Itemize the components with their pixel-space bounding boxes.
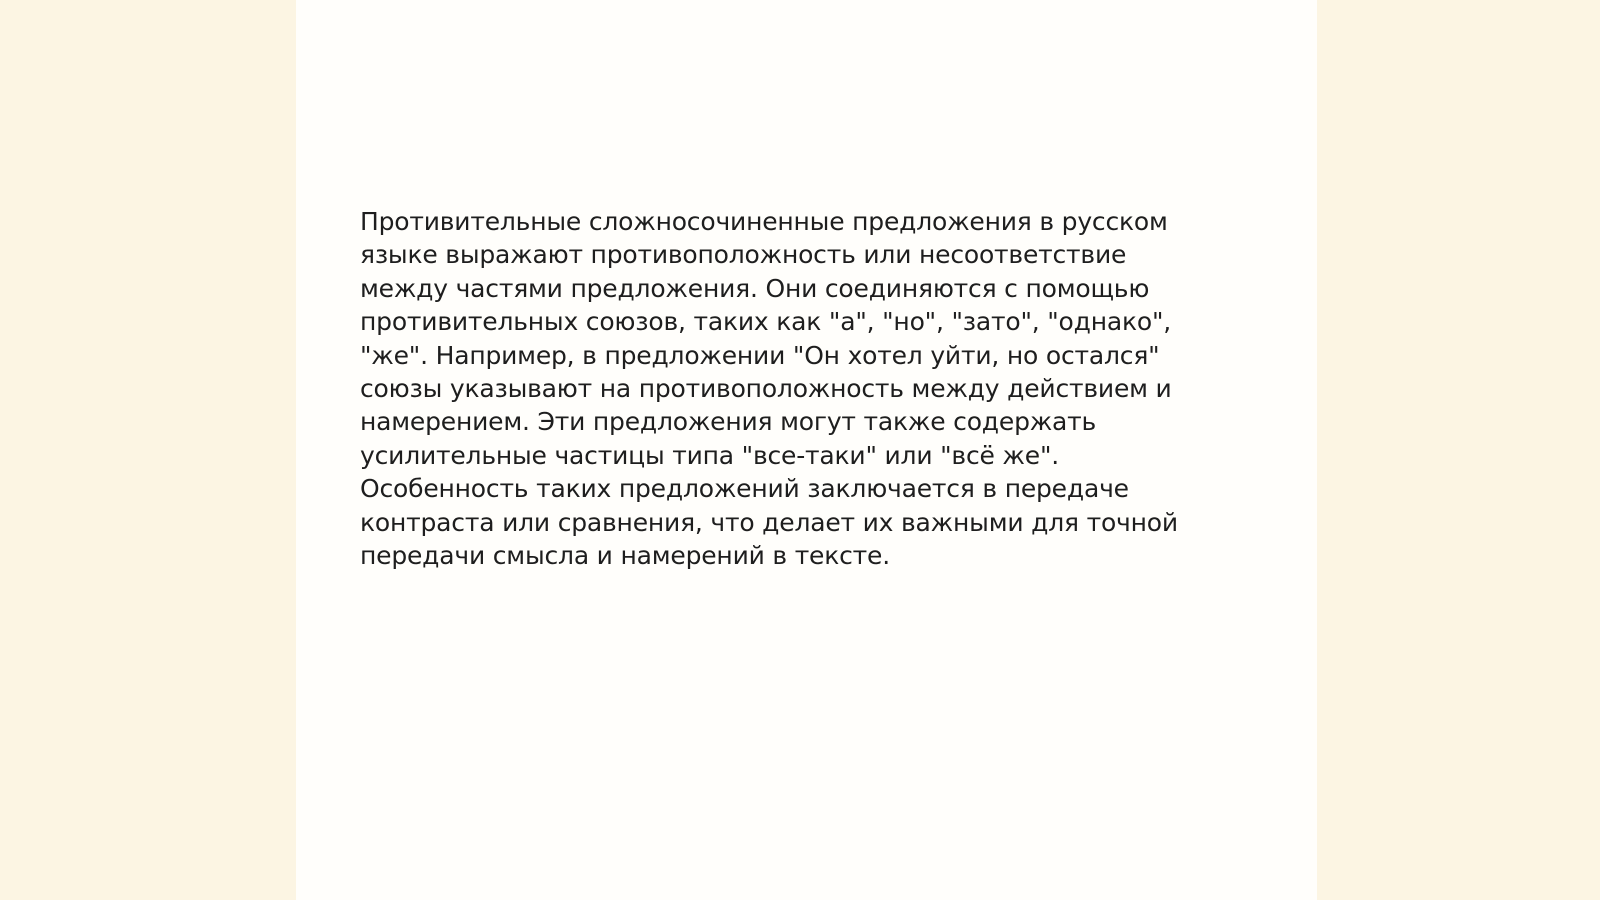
body-paragraph: Противительные сложносочиненные предложения в русском языке выражают противоположность или несоответствие между частями предложения. Они соединяются с помощью противительных союзов, таких как "а", "но", "зато", "однако", "же". Например, в предложении "Он хотел уйти, но остался" союзы указывают на противоположность между действием и намерением. Эти предложения могут также содержать усилительные частицы типа "все-таки" или "всё же". Особенность таких предложений заключается в передаче контраста или сравнения, что делает их важными для точной передачи смысла и намерений в тексте. bbox=[360, 207, 1178, 571]
right-margin bbox=[1317, 0, 1600, 900]
left-margin bbox=[0, 0, 296, 900]
